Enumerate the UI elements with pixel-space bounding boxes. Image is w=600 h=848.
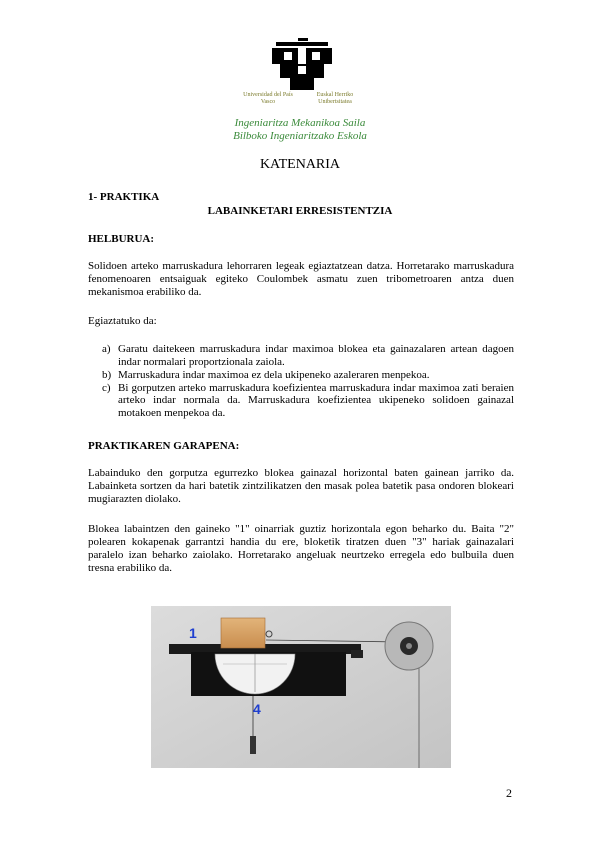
page-number: 2: [506, 786, 512, 800]
document-title: KATENARIA: [259, 157, 341, 172]
verify-intro: Egiaztatuko da:: [88, 315, 157, 327]
department-name: Ingeniaritza Mekanikoa Saila: [234, 117, 366, 129]
development-paragraph-2: Blokea labaintzen den gaineko "1" oinarriak guztiz horizontala egon beharko du. Baita "2" polearen kokapenak garrantzi handia du ere, bloketik tiratzen duen "3" hariak gainazalari paralelo izan beharko zaiolako. Horretarako angeluak neurtzeko erregela edo bulbuila duen tresna erabiliko da.: [88, 523, 514, 574]
list-marker: b): [102, 368, 112, 381]
development-paragraph-1: Labainduko den gorputza egurrezko blokea gainazal horizontal baten gainean jarriko da. Labainketa sortzen da hari batetik zintzilikatzen den masak polea batetik pasa ondoren blokeari mugiarazten diolako.: [88, 467, 514, 505]
objective-paragraph: Solidoen arteko marruskadura lehorraren legeak egiaztatzean datza. Horretarako marruskadura fenomenoaren entsaiguak egiteko Coulombek asmatu zuen tribometroaren antza duen mekanismoa erabiliko da.: [88, 260, 514, 298]
list-item: [88, 382, 514, 420]
university-name-basque: Euskal Herriko Unibertsitatea: [316, 92, 354, 105]
list-item-text: Bi gorputzen arteko marruskadura koefizientea marruskadura indar maximoa zati beraien arteko indar normala da. Marruskadura koefizientea ukipeneko solidoen gainazal motakoen menpekoa da.: [118, 381, 514, 419]
verify-list: [88, 343, 514, 420]
list-item: [88, 343, 514, 368]
list-item: [88, 369, 514, 382]
figure-label-4: 4: [253, 701, 261, 717]
practice-heading: 1- PRAKTIKA: [88, 191, 160, 203]
list-item-text: Garatu daitekeen marruskadura indar maximoa blokea eta gainazalaren artean dagoen indar normalari proportzionala zaiola.: [118, 343, 514, 368]
practice-subtitle: LABAINKETARI ERRESISTENTZIA: [207, 205, 393, 217]
objective-heading: HELBURUA:: [88, 233, 155, 245]
university-name-spanish: Universidad del País Vasco: [243, 92, 293, 105]
list-item-text: Marruskadura indar maximoa ez dela ukipeneko azaleraren menpekoa.: [118, 368, 430, 381]
apparatus-photo: [151, 606, 451, 768]
list-marker: c): [102, 381, 111, 394]
list-marker: a): [102, 343, 111, 355]
figure-label-1: 1: [189, 625, 197, 641]
school-name: Bilboko Ingeniaritzako Eskola: [233, 130, 367, 142]
development-heading: PRAKTIKAREN GARAPENA:: [88, 440, 240, 452]
